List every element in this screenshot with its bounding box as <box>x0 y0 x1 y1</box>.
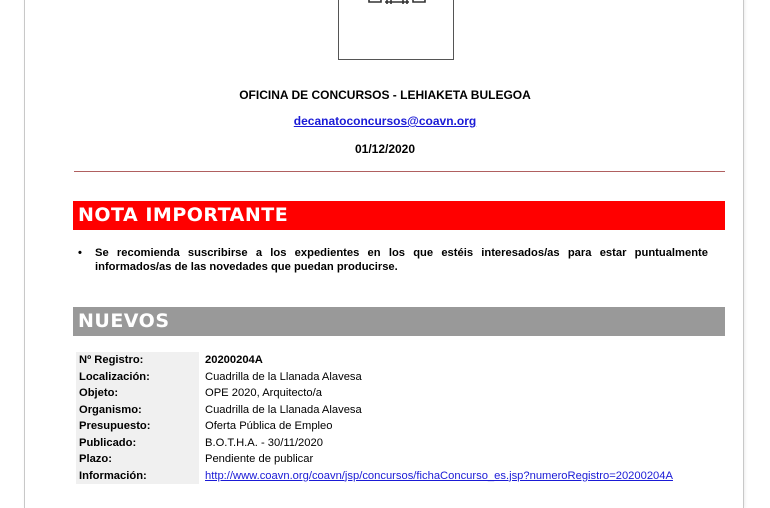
table-row <box>76 352 726 369</box>
bullet-icon: • <box>78 247 82 259</box>
informacion-link[interactable]: http://www.coavn.org/coavn/jsp/concursos/fichaConcurso_es.jsp?numeroRegistro=20200204A <box>205 469 673 482</box>
registro-value: 20200204A <box>205 354 263 366</box>
informacion-label: Información: <box>76 468 199 485</box>
objeto-label: Objeto: <box>76 385 199 402</box>
concurso-record <box>76 352 726 484</box>
nota-list <box>78 246 708 274</box>
table-row <box>76 402 726 419</box>
localizacion-label: Localización: <box>76 369 199 386</box>
localizacion-value: Cuadrilla de la Llanada Alavesa <box>205 370 362 383</box>
office-title: OFICINA DE CONCURSOS - LEHIAKETA BULEGOA <box>239 88 531 102</box>
document-date: 01/12/2020 <box>354 142 416 156</box>
plazo-value: Pendiente de publicar <box>205 453 314 465</box>
table-row <box>76 385 726 402</box>
organismo-label: Organismo: <box>76 402 199 419</box>
nota-text: Se recomienda suscribirse a los expedientes en los que estéis interesados/as para estar puntualmente informados/as de las novedades que puedan producirse. <box>95 247 708 273</box>
presupuesto-label: Presupuesto: <box>76 418 199 435</box>
nuevos-heading: NUEVOS <box>73 307 725 336</box>
organismo-value: Cuadrilla de la Llanada Alavesa <box>205 403 362 416</box>
objeto-value: OPE 2020, Arquitecto/a <box>205 387 322 399</box>
header-divider <box>74 171 725 172</box>
presupuesto-value: Oferta Pública de Empleo <box>205 420 333 432</box>
table-row <box>76 369 726 386</box>
registro-label: Nº Registro: <box>76 352 199 369</box>
table-row <box>76 468 726 485</box>
informacion-cell <box>199 468 726 485</box>
publicado-label: Publicado: <box>76 435 199 452</box>
table-row <box>76 435 726 452</box>
list-item <box>78 246 708 274</box>
nota-importante-heading: NOTA IMPORTANTE <box>73 201 725 230</box>
logo-frame <box>338 0 454 60</box>
plazo-label: Plazo: <box>76 451 199 468</box>
logo-icon <box>367 0 427 6</box>
table-row <box>76 451 726 468</box>
table-row <box>76 418 726 435</box>
email-link[interactable]: decanatoconcursos@coavn.org <box>293 114 477 128</box>
publicado-value: B.O.T.H.A. - 30/11/2020 <box>205 436 323 449</box>
